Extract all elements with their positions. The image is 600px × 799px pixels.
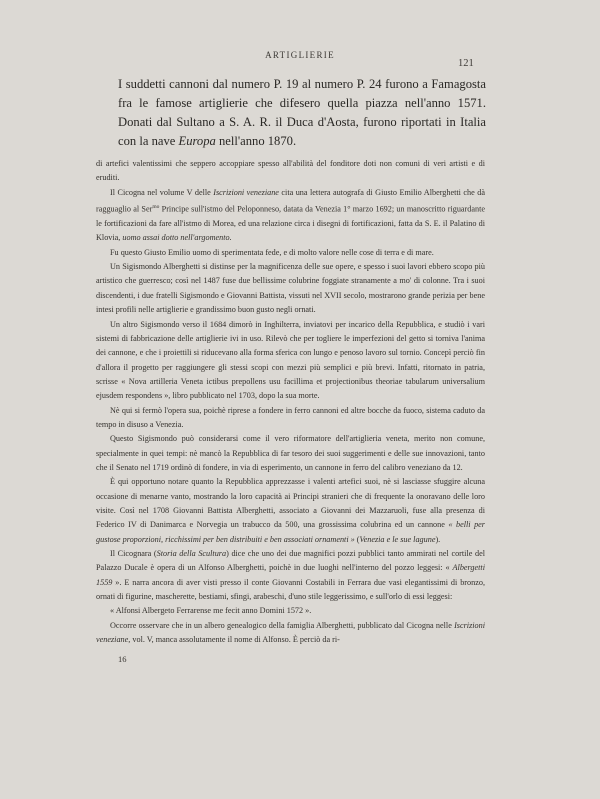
body-text [96, 157, 485, 647]
paragraph-6: Nè qui si fermò l'opera sua, poichè riprese a fondere in ferro cannoni ed altre bocche da fuoco, sistema caduto da tempo in disuso a Venezia. [96, 405, 485, 429]
note-tail: nell'anno 1870. [215, 134, 297, 148]
superscript: mo [152, 204, 160, 211]
paragraph-7: Questo Sigismondo può considerarsi come il vero riformatore dell'artiglieria veneta, merito non comune, specialmente in quei tempi: nè mancò la Repubblica di far tesoro dei suoi suggerimenti e delle sue innovazioni, tanto che il Senato nel 1719 ordinò di fondere, in via di esperimento, un cannone in ferro del calibro veneziano da 12. [96, 434, 485, 472]
text-run: Il Cicognara ( [110, 549, 157, 559]
paragraph-10: « Alfonsi Albergeto Ferrarense me fecit anno Domini 1572 ». [110, 606, 312, 616]
note-text: I suddetti cannoni dal numero P. 19 al numero P. 24 furono a Famagosta fra le famose artiglierie che difesero quella piazza nell'anno 1571. Donati dal Sultano a S. A. R. il Duca d'Aosta, furono riportati in Italia con la nave [118, 77, 486, 148]
inscription: Albergetti 1559 [96, 563, 485, 587]
text-run: , vol. V, manca assolutamente il nome di Alfonso. È perciò da ri- [128, 635, 340, 645]
text-run: Occorre osservare che in un albero genealogico della famiglia Alberghetti, pubblicato dal Cicogna nelle [110, 620, 455, 630]
header-note [118, 75, 486, 151]
paragraph-3: Fu questo Giusto Emilio uomo di sperimentata fede, e di molto valore nelle cose di terra e di mare. [110, 247, 434, 257]
paragraph-8 [96, 475, 485, 547]
source-title: Venezia e le sue lagune [359, 534, 436, 544]
paragraph-2 [96, 186, 485, 246]
text-run: Il Cicogna nel volume V delle [110, 187, 214, 197]
paragraph-4: Un Sigismondo Alberghetti si distinse per la magnificenza delle sue opere, e spesso i suoi lavori ebbero scopo più artistico che guerresco; così nel 1487 fuse due bellissime colubrine foggiate stranamente a mo' di colonne. Tra i suoi discendenti, i due fratelli Sigismondo e Giovanni Battista, vissuti nel XVII secolo, mostrarono grande perizia per bene intesi profili nelle artiglierie e grandissimo buon gusto negli ornati. [96, 262, 485, 315]
page-number: 121 [458, 58, 474, 69]
text-run: ( [354, 534, 360, 544]
text-run: Principe sull'istmo del Peloponneso, datata da Venezia 1° marzo 1692; un manoscritto riguardante le fortificazioni da fare all'istmo di Morea, ed una relazione circa i disegni di fortificazioni, fatta da S. E. il Palatino di Klovia, [96, 204, 486, 243]
paragraph-9 [96, 547, 485, 604]
paragraph-5: Un altro Sigismondo verso il 1684 dimorò in Inghilterra, inviatovi per incarico della Repubblica, e studiò i vari sistemi di fabbricazione delle artiglierie ivi in uso. Rilevò che per togliere le imperfezioni del getto si torniva l'anima dei cannone, e che i proiettili si riducevano alla forma sferica con lungo e penoso lavoro sul tornio. Concepì perciò fin d'allora il progetto per raggiungere gli stessi scopi con mezzi più semplici e più brevi. Infatti, ritornato in patria, scrisse « Nova artilleria Veneta ictibus prepollens usu facillima et projectionibus theoriae tabularum universalium ejusdem respondens », libro pubblicato nel 1703, dopo la sua morte. [96, 319, 485, 401]
quote: uomo assai dotto nell'argomento. [122, 233, 232, 243]
text-run: ). [435, 534, 441, 544]
paragraph-1: di artefici valentissimi che seppero accoppiare spesso all'abilità del fonditore doti non comuni di veri artisti e di eruditi. [96, 159, 485, 183]
text-run: ) dice che uno dei due magnifici pozzi pubblici tanto ammirati nel cortile del Palazzo Ducale è opera di un Alfonso Alberghetti, poichè in due luoghi nell'interno del pozzo leggesi: « [96, 549, 485, 573]
text-run: cita una lettera autografa di Giusto Emilio Alberghetti che dà ragguaglio al Ser [96, 187, 485, 214]
text-run: È qui opportuno notare quanto la Repubblica apprezzasse i valenti artefici suoi, nè si lasciasse sfuggire alcuna occasione di menarne vanto, mostrando la loro capacità ai Principi stranieri che di frequente la onoravano delle loro visite. Così nel 1708 Giovanni Battista Alberghetti, associato a Giovanni dei Mazzaruoli, fuse alla presenza di Federico IV di Danimarca e Norvegia un trabucco da 500, una grossissima colubrina ed un cannone [96, 477, 485, 530]
source-title: Storia della Scultura [156, 549, 227, 559]
signature-mark: 16 [118, 654, 127, 664]
quote: « belli per gustose proporzioni, ricchissimi per ben distribuiti e ben associati ornamenti » [96, 520, 485, 544]
book-title: Iscrizioni veneziane [213, 187, 279, 197]
ship-name: Europa [178, 134, 216, 148]
note-paragraph [118, 75, 486, 151]
paragraph-11 [96, 619, 485, 648]
book-title: Iscrizioni veneziane [96, 620, 485, 645]
running-head: ARTIGLIERIE [265, 50, 335, 60]
text-run: ». E narra ancora di aver visti presso il conte Giovanni Costabili in Ferrara due vasi elegantissimi di bronzo, ornati di figurine, mascherette, bestiami, sfingi, arabeschi, d'uno stile leggerissimo, e sull'orlo di essi leggesi: [96, 577, 485, 602]
